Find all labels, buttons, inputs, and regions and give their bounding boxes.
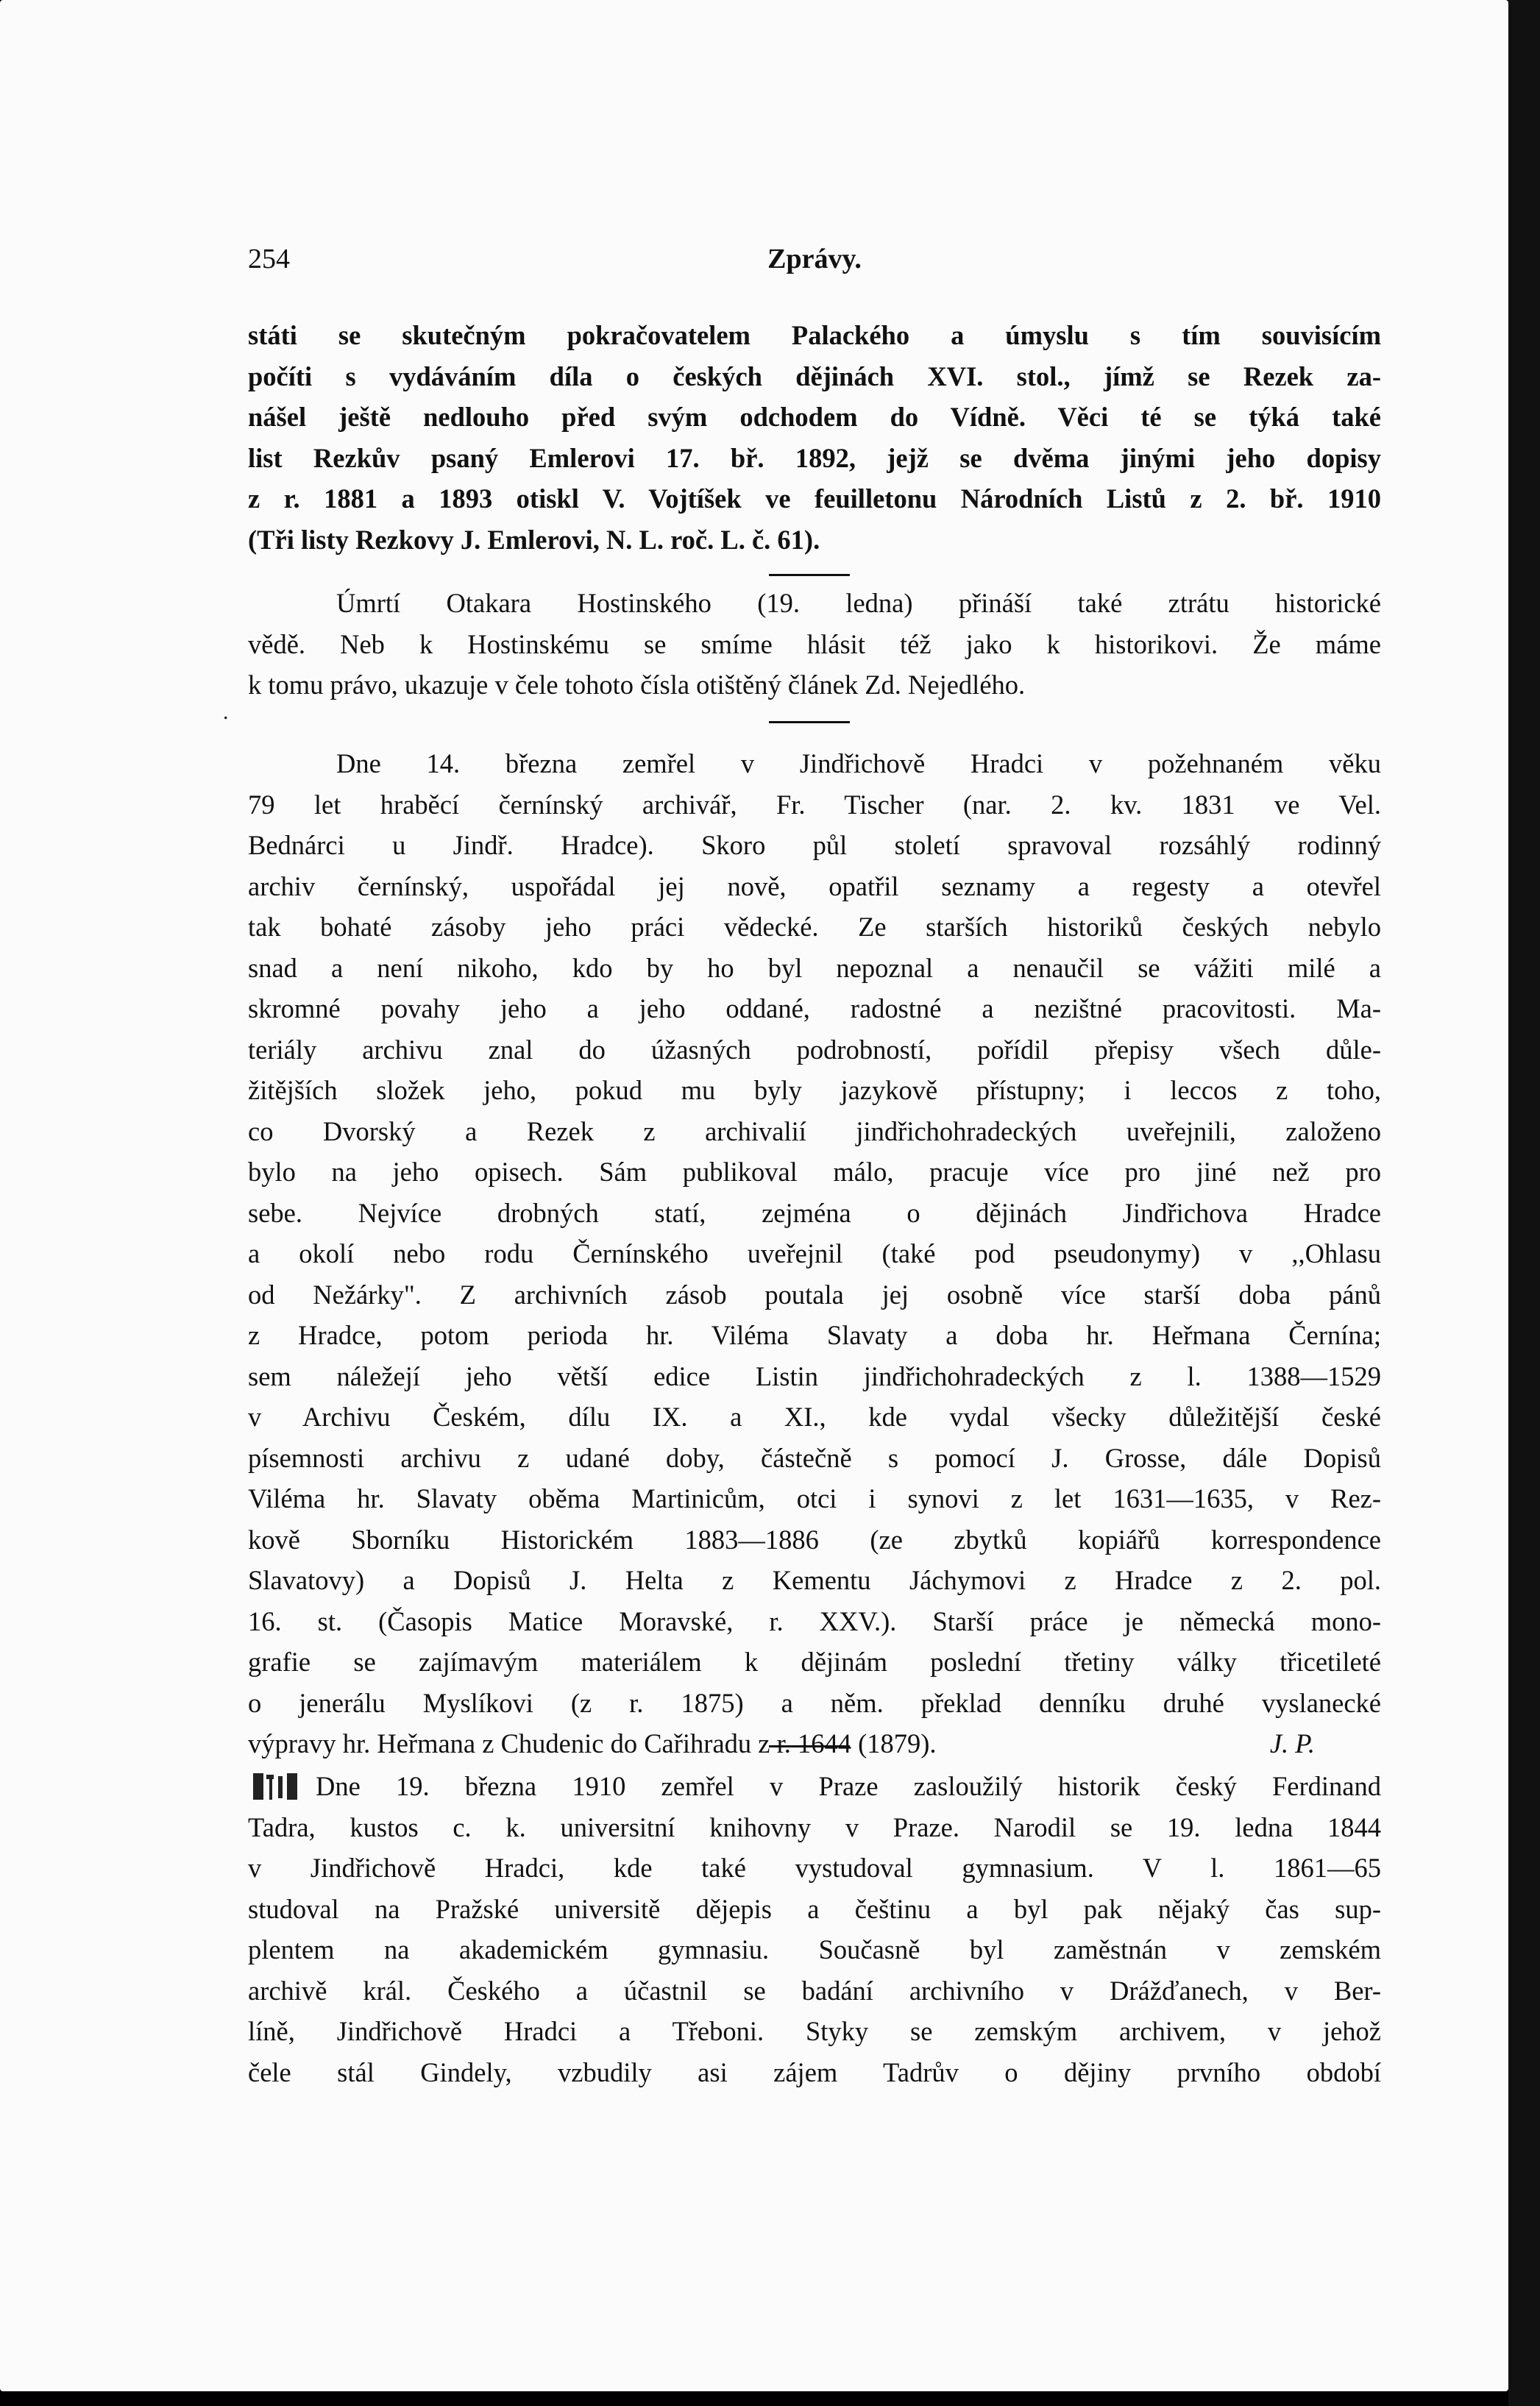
text-line: Dne 19. března 1910 zemřel v Praze zasloužilý historik český Ferdinand [316, 1771, 1381, 1801]
text-line: o jenerálu Myslíkovi (z r. 1875) a něm. překlad denníku druhé vyslanecké [248, 1687, 1381, 1718]
text-line: snad a není nikoho, kdo by ho byl nepoznal a nenaučil se vážiti milé a [248, 952, 1381, 983]
paragraph-tischer [248, 743, 1381, 1764]
text-line: kově Sborníku Historickém 1883—1886 (ze zbytků kopiářů korrespondence [248, 1524, 1381, 1555]
text-line: Slavatovy) a Dopisů J. Helta z Kementu Jáchymovi z Hradce z 2. pol. [248, 1565, 1381, 1595]
text-line: sebe. Nejvíce drobných statí, zejména o dějinách Jindřichova Hradce [248, 1197, 1381, 1228]
text-line [248, 1723, 1381, 1764]
page-number: 254 [248, 244, 290, 274]
text-line: od Nežárky". Z archivních zásob poutala jej osobně více starší doba pánů [248, 1279, 1381, 1310]
text-line: skromné povahy jeho a jeho oddané, radostné a nezištné pracovitosti. Ma- [248, 993, 1381, 1023]
scan-edge [1508, 0, 1540, 2406]
text-line: 16. st. (Časopis Matice Moravské, r. XXV.). Starší práce je německá mono- [248, 1605, 1381, 1636]
text-line: sem náležejí jeho větší edice Listin jindřichohradeckých z l. 1388—1529 [248, 1360, 1381, 1391]
text-line: státi se skutečným pokračovatelem Palackého a úmyslu s tím souvisícím [248, 320, 1381, 350]
text-line: list Rezkův psaný Emlerovi 17. bř. 1892, jejž se dvěma jinými jeho dopisy [248, 442, 1381, 473]
text-line: archiv černínský, uspořádal jej nově, opatřil seznamy a regesty a otevřel [248, 870, 1381, 901]
section-separator [769, 1745, 850, 1747]
text-line: tak bohaté zásoby jeho práci vědecké. Ze starších historiků českých nebylo [248, 912, 1381, 942]
text-line: žitějších složek jeho, pokud mu byly jazykově přístupny; i leccos z toho, [248, 1075, 1381, 1105]
author-initials: J. P. [1269, 1728, 1315, 1759]
text-line: z r. 1881 a 1893 otiskl V. Vojtíšek ve feuilletonu Národních Listů z 2. bř. 1910 [248, 483, 1381, 514]
text-line: nášel ještě nedlouho před svým odchodem do Vídně. Věci té se týká také [248, 402, 1381, 432]
text-line: (Tři listy Rezkovy J. Emlerovi, N. L. roč. L. č. 61). [248, 524, 820, 555]
text-line: z Hradce, potom perioda hr. Viléma Slavaty a doba hr. Heřmana Černína; [248, 1320, 1381, 1350]
text-line: Bednárci u Jindř. Hradce). Skoro půl století spravoval rozsáhlý rodinný [248, 830, 1381, 860]
text-line: počíti s vydáváním díla o českých dějinách XVI. stol., jímž se Rezek za- [248, 361, 1381, 391]
text-line: plentem na akademickém gymnasiu. Současně byl zaměstnán v zemském [248, 1934, 1381, 1965]
text-line: líně, Jindřichově Hradci a Třeboni. Styky se zemským archivem, v jehož [248, 2016, 1381, 2046]
paragraph-rezek [248, 315, 1381, 560]
text-line: v Archivu Českém, dílu IX. a XI., kde vydal všecky důležitější české [248, 1402, 1381, 1432]
text-line: co Dvorský a Rezek z archivalií jindřichohradeckých uveřejnili, založeno [248, 1115, 1381, 1146]
running-title: Zprávy. [767, 244, 862, 274]
text-line: a okolí nebo rodu Černínského uveřejnil (také pod pseudonymy) v ,,Ohlasu [248, 1238, 1381, 1268]
section-separator [769, 574, 850, 576]
text-line: Dne 14. března zemřel v Jindřichově Hradci v požehnaném věku [336, 748, 1381, 778]
text-line: čele stál Gindely, vzbudily asi zájem Tadrův o dějiny prvního období [248, 2057, 1381, 2087]
text-line: 79 let hraběcí černínský archivář, Fr. Tischer (nar. 2. kv. 1831 ve Vel. [248, 789, 1381, 820]
margin-mark: . [223, 700, 229, 724]
paragraph-hostinsky [248, 583, 1381, 706]
text-line: grafie se zajímavým materiálem k dějinám poslední třetiny války třicetileté [248, 1647, 1381, 1677]
text-line-body: výpravy hr. Heřmana z Chudenic do Cařihradu z r. 1644 (1879). [248, 1728, 937, 1759]
paragraph-tadra [248, 1766, 1381, 2093]
text-line: v Jindřichově Hradci, kde také vystudoval gymnasium. V l. 1861—65 [248, 1853, 1381, 1883]
text-line: studoval na Pražské universitě dějepis a češtinu a byl pak nějaký čas sup- [248, 1893, 1381, 1924]
text-line: k tomu právo, ukazuje v čele tohoto čísla otištěný článek Zd. Nejedlého. [248, 670, 1026, 700]
text-line: teriály archivu znal do úžasných podrobností, pořídil přepisy všech důle- [248, 1034, 1381, 1065]
section-separator [769, 721, 850, 723]
text-line: Úmrtí Otakara Hostinského (19. ledna) přináší také ztrátu historické [336, 588, 1381, 618]
text-line: bylo na jeho opisech. Sám publikoval málo, pracuje více pro jiné než pro [248, 1157, 1381, 1187]
page-header [248, 243, 1381, 287]
text-line: archivě král. Českého a účastnil se badání archivního v Drážďanech, v Ber- [248, 1975, 1381, 2006]
text-line: písemnosti archivu z udané doby, částečně s pomocí J. Grosse, dále Dopisů [248, 1442, 1381, 1473]
text-line: Tadra, kustos c. k. universitní knihovny v Praze. Narodil se 19. ledna 1844 [248, 1811, 1381, 1842]
text-line: vědě. Neb k Hostinskému se smíme hlásit též jako k historikovi. Že máme [248, 628, 1381, 659]
text-line: Viléma hr. Slavaty oběma Martinicům, otci i synovi z let 1631—1635, v Rez- [248, 1483, 1381, 1513]
